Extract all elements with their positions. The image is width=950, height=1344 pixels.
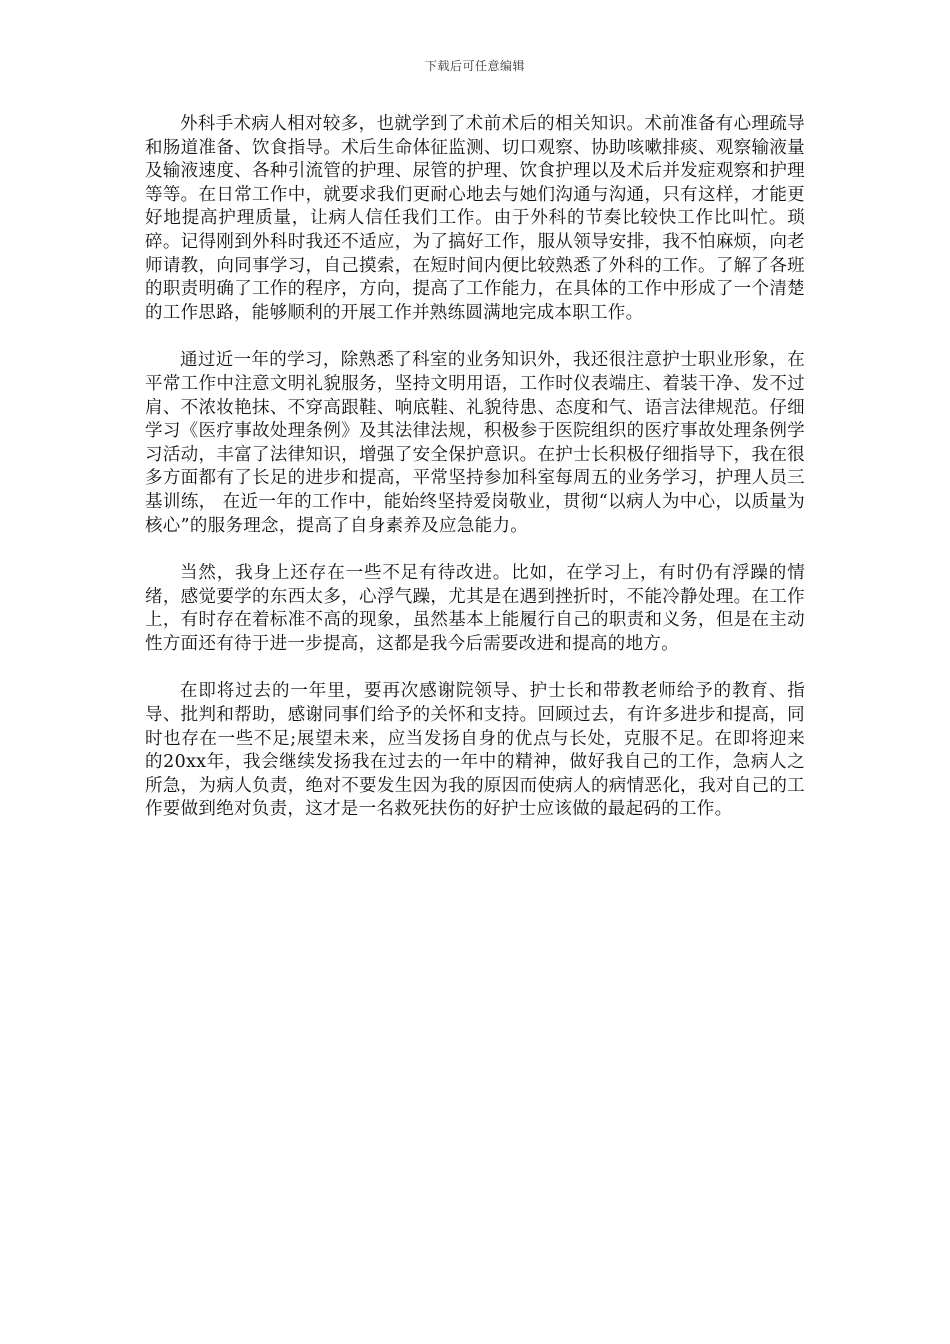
- document-body: [145, 113, 805, 846]
- paragraph-3: 当然，我身上还存在一些不足有待改进。比如，在学习上，有时仍有浮躁的情绪，感觉要学的东西太多，心浮气躁，尤其是在遇到挫折时，不能冷静处理。在工作上，有时存在着标准不高的现象，虽然基本上能履行自己的职责和义务，但是在主动性方面还有待于进一步提高，这都是我今后需要改进和提高的地方。: [145, 563, 805, 654]
- paragraph-2: 通过近一年的学习，除熟悉了科室的业务知识外，我还很注意护士职业形象，在平常工作中注意文明礼貌服务，坚持文明用语，工作时仪表端庄、着装干净、发不过肩、不浓妆艳抹、不穿高跟鞋、响底鞋、礼貌待患、态度和气、语言法律规范。仔细学习《医疗事故处理条例》及其法律法规，积极参于医院组织的医疗事故处理条例学习活动，丰富了法律知识，增强了安全保护意识。在护士长积极仔细指导下，我在很多方面都有了长足的进步和提高，平常坚持参加科室每周五的业务学习，护理人员三基训练， 在近一年的工作中，能始终坚持爱岗敬业，贯彻“以病人为中心，以质量为核心”的服务理念，提高了自身素养及应急能力。: [145, 350, 805, 536]
- paragraph-4: 在即将过去的一年里，要再次感谢院领导、护士长和带教老师给予的教育、指导、批判和帮助，感谢同事们给予的关怀和支持。回顾过去，有许多进步和提高，同时也存在一些不足;展望未来，应当发扬自身的优点与长处，克服不足。在即将迎来的20xx年，我会继续发扬我在过去的一年中的精神，做好我自己的工作，急病人之所急，为病人负责，绝对不要发生因为我的原因而使病人的病情恶化，我对自己的工作要做到绝对负责，这才是一名救死扶伤的好护士应该做的最起码的工作。: [145, 681, 805, 820]
- page-header: 下载后可任意编辑: [424, 59, 525, 73]
- paragraph-1: 外科手术病人相对较多，也就学到了术前术后的相关知识。术前准备有心理疏导和肠道准备、饮食指导。术后生命体征监测、切口观察、协助咳嗽排痰、观察输液量及输液速度、各种引流管的护理、尿管的护理、饮食护理以及术后并发症观察和护理等等。在日常工作中，就要求我们更耐心地去与她们沟通与沟通，只有这样，才能更好地提高护理质量，让病人信任我们工作。由于外科的节奏比较快工作比叫忙。琐碎。记得刚到外科时我还不适应，为了搞好工作，服从领导安排，我不怕麻烦，向老师请教，向同事学习，自己摸索，在短时间内便比较熟悉了外科的工作。了解了各班的职责明确了工作的程序，方向，提高了工作能力，在具体的工作中形成了一个清楚的工作思路，能够顺利的开展工作并熟练圆满地完成本职工作。: [145, 114, 805, 323]
